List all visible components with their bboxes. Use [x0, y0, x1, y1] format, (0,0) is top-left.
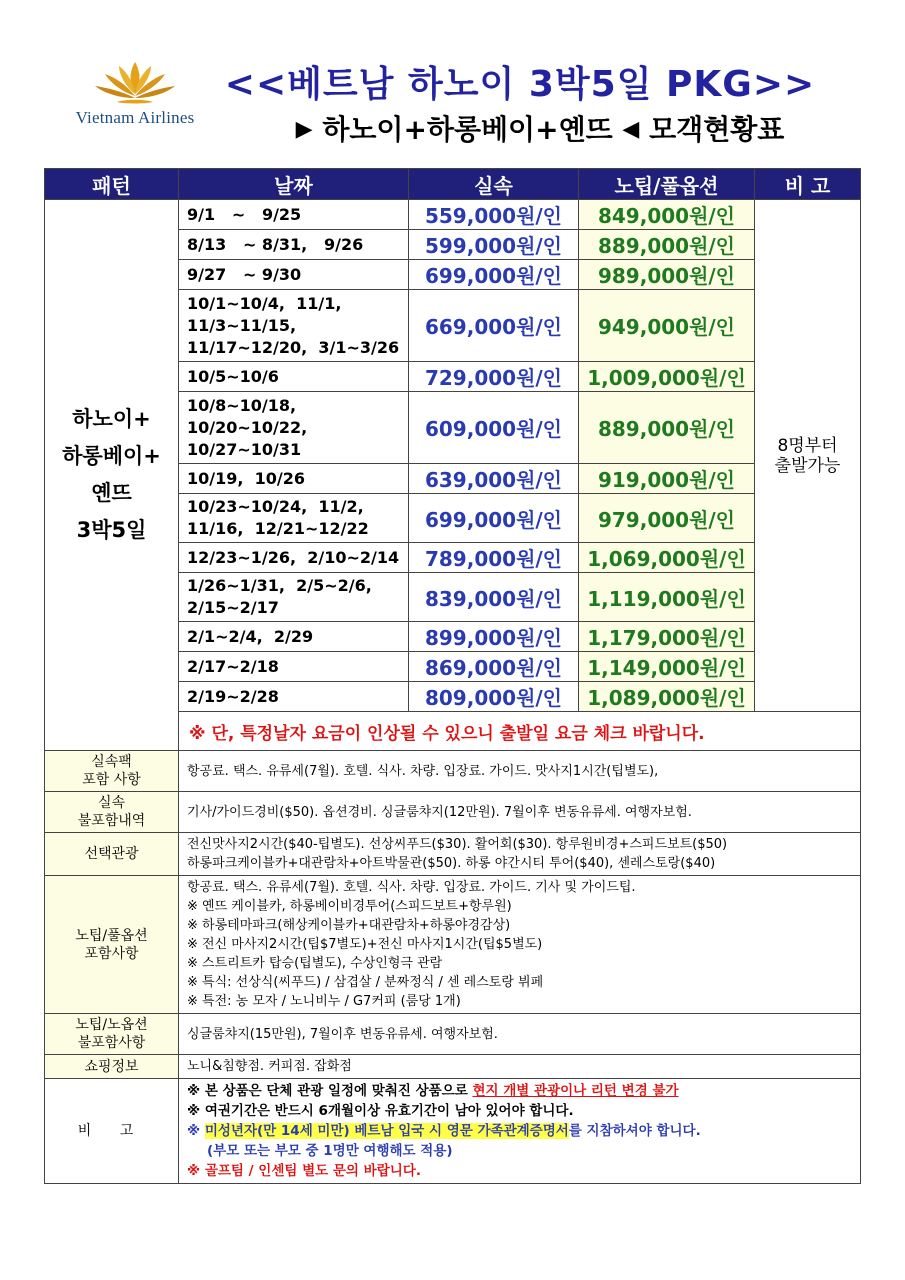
- pattern-line: 옌뜨: [91, 481, 132, 505]
- date-line: 10/23~10/24, 11/2,: [187, 497, 364, 516]
- net-incl-label: 실속팩 포함 사항: [45, 751, 179, 792]
- remark-line: 8명부터: [777, 435, 838, 456]
- header-pattern: 패턴: [45, 169, 179, 200]
- header-full-price: 노팁/풀옵션: [579, 169, 755, 200]
- price-table: [44, 168, 861, 1184]
- date-line: 10/5~10/6: [187, 366, 279, 386]
- subtitle-route: 하노이+하롱베이+옌뜨: [322, 113, 613, 146]
- full-price-cell: 1,119,000원/인: [579, 573, 755, 622]
- airline-logo: [55, 58, 215, 138]
- net-price-cell: 809,000원/인: [409, 682, 579, 712]
- notice-text: ※ 단, 특정날자 요금이 인상될 수 있으니 출발일 요금 체크 바랍니다.: [179, 712, 861, 751]
- left-triangle-icon: ◀: [622, 117, 640, 142]
- net-price-cell: 899,000원/인: [409, 622, 579, 652]
- page-subtitle: [250, 108, 830, 148]
- detail-row-remarks: [45, 1079, 861, 1184]
- date-line: 11/17~12/20, 3/1~3/26: [187, 337, 400, 357]
- date-line: 2/17~2/18: [187, 656, 279, 676]
- table-header-row: [45, 169, 861, 200]
- date-cell: [179, 392, 409, 464]
- date-cell: [179, 622, 409, 652]
- date-line: 10/27~10/31: [187, 439, 302, 459]
- date-cell: [179, 362, 409, 392]
- header-net-price: 실속: [409, 169, 579, 200]
- full-price-cell: 889,000원/인: [579, 392, 755, 464]
- full-price-cell: 1,089,000원/인: [579, 682, 755, 712]
- date-cell: [179, 464, 409, 494]
- date-cell: [179, 573, 409, 622]
- net-incl-text: 항공료. 택스. 유류세(7월). 호텔. 식사. 차량. 입장료. 가이드. 맛사지1시간(팁별도),: [179, 751, 861, 792]
- full-incl-label: 노팁/풀옵션 포함사항: [45, 876, 179, 1014]
- full-price-cell: 1,149,000원/인: [579, 652, 755, 682]
- detail-row-net-incl: [45, 751, 861, 792]
- date-cell: [179, 230, 409, 260]
- logo-text: Vietnam Airlines: [75, 108, 195, 127]
- date-cell: [179, 682, 409, 712]
- detail-row-full-excl: [45, 1014, 861, 1055]
- full-price-cell: 849,000원/인: [579, 200, 755, 230]
- net-price-cell: 699,000원/인: [409, 260, 579, 290]
- full-price-cell: 1,009,000원/인: [579, 362, 755, 392]
- date-line: 2/15~2/17: [187, 598, 279, 617]
- date-line: 10/8~10/18,: [187, 395, 297, 415]
- remark-cell: [755, 200, 861, 712]
- net-excl-label: 실속 불포함내역: [45, 792, 179, 833]
- price-body: [45, 200, 861, 1184]
- page-header: [0, 0, 905, 160]
- net-price-cell: 869,000원/인: [409, 652, 579, 682]
- date-line: 10/19, 10/26: [187, 468, 305, 488]
- lotus-icon: [89, 58, 181, 106]
- detail-row-options: [45, 833, 861, 876]
- header-date: 날짜: [179, 169, 409, 200]
- date-line: 11/3~11/15,: [187, 315, 297, 335]
- net-price-cell: 559,000원/인: [409, 200, 579, 230]
- table-row: [45, 200, 861, 230]
- date-cell: [179, 290, 409, 362]
- date-line: 8/13 ~ 8/31, 9/26: [187, 234, 364, 254]
- date-line: 11/16, 12/21~12/22: [187, 519, 369, 538]
- date-cell: [179, 200, 409, 230]
- full-incl-text: 항공료. 택스. 유류세(7월). 호텔. 식사. 차량. 입장료. 가이드. 기사 및 가이드팁. ※ 옌뜨 케이블카, 하롱베이비경투어(스피드보트+항루원) ※ 하롱테마파크(해상케이블카+대관람차+하롱야경감상) ※ 전신 마사지2시간(팁$7별도)+전신 마사지1시간(팁$5별도) ※ 스트리트카 탑승(팁별도), 수상인형극 관람 ※ 특식: 선상식(씨푸드) / 삼겹살 / 분짜정식 / 센 레스토랑 뷔페 ※ 특전: 농 모자 / 노니비누 / G7커피 (룸당 1개): [179, 876, 861, 1014]
- pattern-line: 3박5일: [76, 518, 147, 542]
- right-triangle-icon: ▶: [295, 117, 313, 142]
- full-excl-label: 노팁/노옵션 불포함사항: [45, 1014, 179, 1055]
- date-line: 9/27 ~ 9/30: [187, 264, 302, 284]
- date-cell: [179, 652, 409, 682]
- date-cell: [179, 494, 409, 543]
- date-cell: [179, 260, 409, 290]
- shopping-label: 쇼핑정보: [45, 1055, 179, 1079]
- full-price-cell: 889,000원/인: [579, 230, 755, 260]
- date-line: 10/1~10/4, 11/1,: [187, 293, 342, 313]
- date-line: 2/19~2/28: [187, 686, 279, 706]
- net-price-cell: 729,000원/인: [409, 362, 579, 392]
- page-title: <<베트남 하노이 3박5일 PKG>>: [224, 64, 816, 105]
- pattern-cell: [45, 200, 179, 751]
- net-price-cell: 669,000원/인: [409, 290, 579, 362]
- full-price-cell: 979,000원/인: [579, 494, 755, 543]
- full-price-cell: 919,000원/인: [579, 464, 755, 494]
- net-price-cell: 699,000원/인: [409, 494, 579, 543]
- net-price-cell: 639,000원/인: [409, 464, 579, 494]
- pattern-line: 하노이+: [72, 407, 151, 431]
- full-price-cell: 949,000원/인: [579, 290, 755, 362]
- net-price-cell: 599,000원/인: [409, 230, 579, 260]
- date-line: 2/1~2/4, 2/29: [187, 626, 314, 646]
- detail-row-shopping: [45, 1055, 861, 1079]
- full-price-cell: 1,069,000원/인: [579, 543, 755, 573]
- subtitle-tail: 모객현황표: [649, 113, 785, 146]
- net-price-cell: 789,000원/인: [409, 543, 579, 573]
- header-remark: 비 고: [755, 169, 861, 200]
- remarks-label: 비 고: [45, 1079, 179, 1184]
- shopping-text: 노니&침향점. 커피점. 잡화점: [179, 1055, 861, 1079]
- net-price-cell: 839,000원/인: [409, 573, 579, 622]
- date-line: 12/23~1/26, 2/10~2/14: [187, 547, 400, 567]
- date-line: 1/26~1/31, 2/5~2/6,: [187, 576, 372, 595]
- net-excl-text: 기사/가이드경비($50). 옵션경비. 싱글룸챠지(12만원). 7월이후 변동유류세. 여행자보험.: [179, 792, 861, 833]
- full-price-cell: 989,000원/인: [579, 260, 755, 290]
- remark-line: 출발가능: [774, 455, 841, 476]
- net-price-cell: 609,000원/인: [409, 392, 579, 464]
- full-excl-text: 싱글룸챠지(15만원), 7월이후 변동유류세. 여행자보험.: [179, 1014, 861, 1055]
- detail-row-full-incl: [45, 876, 861, 1014]
- detail-row-net-excl: [45, 792, 861, 833]
- options-text: 전신맛사지2시간($40-팁별도). 선상씨푸드($30). 활어회($30). 항루원비경+스피드보트($50) 하롱파크케이블카+대관람차+아트박물관($50). 하롱 야간시티 투어($40), 센레스토랑($40): [179, 833, 861, 876]
- date-cell: [179, 543, 409, 573]
- date-line: 10/20~10/22,: [187, 417, 308, 437]
- remarks-text: ※ 본 상품은 단체 관광 일정에 맞춰진 상품으로 현지 개별 관광이나 리턴 변경 불가 ※ 여권기간은 반드시 6개월이상 유효기간이 남아 있어야 합니다. ※ 미성년자(만 14세 미만) 베트남 입국 시 영문 가족관계증명서를 지참하셔야 합니다. (부모 또는 부모 중 1명만 여행해도 적용) ※ 골프팀 / 인센팀 별도 문의 바랍니다.: [179, 1079, 861, 1184]
- full-price-cell: 1,179,000원/인: [579, 622, 755, 652]
- date-line: 9/1 ~ 9/25: [187, 204, 302, 224]
- options-label: 선택관광: [45, 833, 179, 876]
- pattern-line: 하롱베이+: [62, 444, 161, 468]
